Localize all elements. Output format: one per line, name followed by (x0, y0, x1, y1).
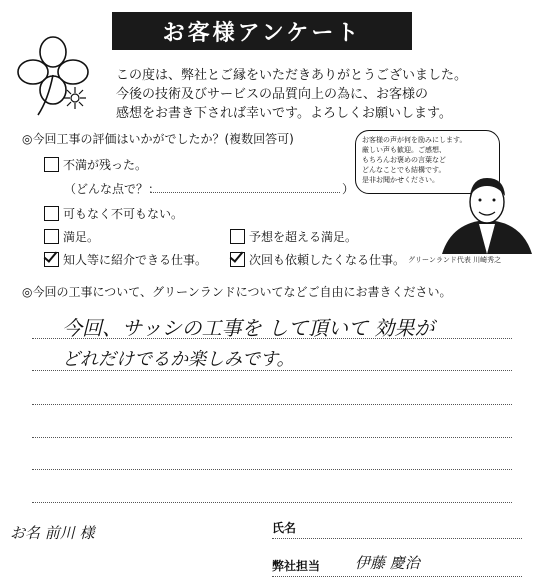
answer-rule[interactable] (32, 437, 512, 438)
option-label: 予想を超える満足。 (249, 230, 358, 244)
checkbox-neutral[interactable] (44, 206, 59, 221)
option-request-again[interactable] (230, 251, 405, 268)
detail-line[interactable] (150, 192, 340, 193)
name-label: 氏名 (272, 521, 297, 535)
bullet-icon: ◎ (22, 132, 33, 146)
answer-line-1: 今回、サッシの工事を して頂いて 効果が (62, 316, 435, 340)
option-label: 次回も依頼したくなる仕事。 (249, 253, 406, 267)
checkbox-request-again[interactable] (230, 252, 245, 267)
checkbox-recommend[interactable] (44, 252, 59, 267)
staff-caption: グリーンランド代表 川崎秀之 (408, 256, 502, 264)
detail-close: ） (342, 182, 355, 196)
intro-line-2: 今後の技術及びサービスの品質向上の為に、お客様の (116, 87, 429, 102)
name-line[interactable] (272, 538, 522, 539)
option-label: 知人等に紹介できる仕事。 (63, 253, 208, 267)
checkbox-satisfied[interactable] (44, 229, 59, 244)
flower-stamp-icon (60, 85, 90, 111)
question-1-text: 今回工事の評価はいかがでしたか？(複数回答可) (32, 132, 294, 146)
option-beyond-expectation[interactable] (230, 228, 357, 245)
staff-line[interactable] (272, 576, 522, 577)
staff-portrait (432, 172, 542, 254)
option-label: 可もなく不可もない。 (63, 207, 184, 221)
speech-bubble: お客様の声が何を励みにします。 厳しい声も歓迎。ご感想、 もちろんお褒めの言葉など どんなことでも結構です。 是非お聞かせください。 (355, 130, 500, 194)
question-2-text: 今回の工事について、グリーンランドについてなどご自由にお書きください。 (32, 285, 452, 299)
option-recommend[interactable] (44, 251, 207, 268)
checkbox-dissatisfied[interactable] (44, 157, 59, 172)
clover-decoration (8, 30, 108, 120)
page-title: お客様アンケート (112, 12, 412, 50)
answer-rule[interactable] (32, 502, 512, 503)
intro-line-3: 感想をお書き下されば幸いです。よろしくお願いします。 (116, 106, 452, 121)
option-dissatisfied[interactable] (44, 156, 147, 173)
intro-line-1: この度は、弊社とご縁をいただきありがとうございました。 (116, 68, 468, 83)
question-1 (22, 130, 294, 147)
option-label: 不満が残った。 (63, 158, 148, 172)
customer-handwritten-name: お名 前川 様 (10, 524, 95, 542)
staff-name: 伊藤 慶治 (355, 554, 420, 572)
option-satisfied[interactable] (44, 228, 99, 245)
answer-rule[interactable] (32, 370, 512, 371)
question-2 (22, 283, 452, 300)
staff-label: 弊社担当 (272, 559, 321, 573)
answer-rule[interactable] (32, 404, 512, 405)
answer-rule[interactable] (32, 469, 512, 470)
answer-rule[interactable] (32, 338, 512, 339)
option-neutral[interactable] (44, 205, 183, 222)
checkbox-beyond-expectation[interactable] (230, 229, 245, 244)
option-label: 満足。 (63, 230, 100, 244)
detail-prompt-label: （どんな点で？： (64, 182, 161, 196)
detail-prompt (64, 180, 160, 197)
bullet-icon: ◎ (22, 285, 33, 299)
answer-line-2: どれだけでるか楽しみです。 (62, 349, 295, 370)
